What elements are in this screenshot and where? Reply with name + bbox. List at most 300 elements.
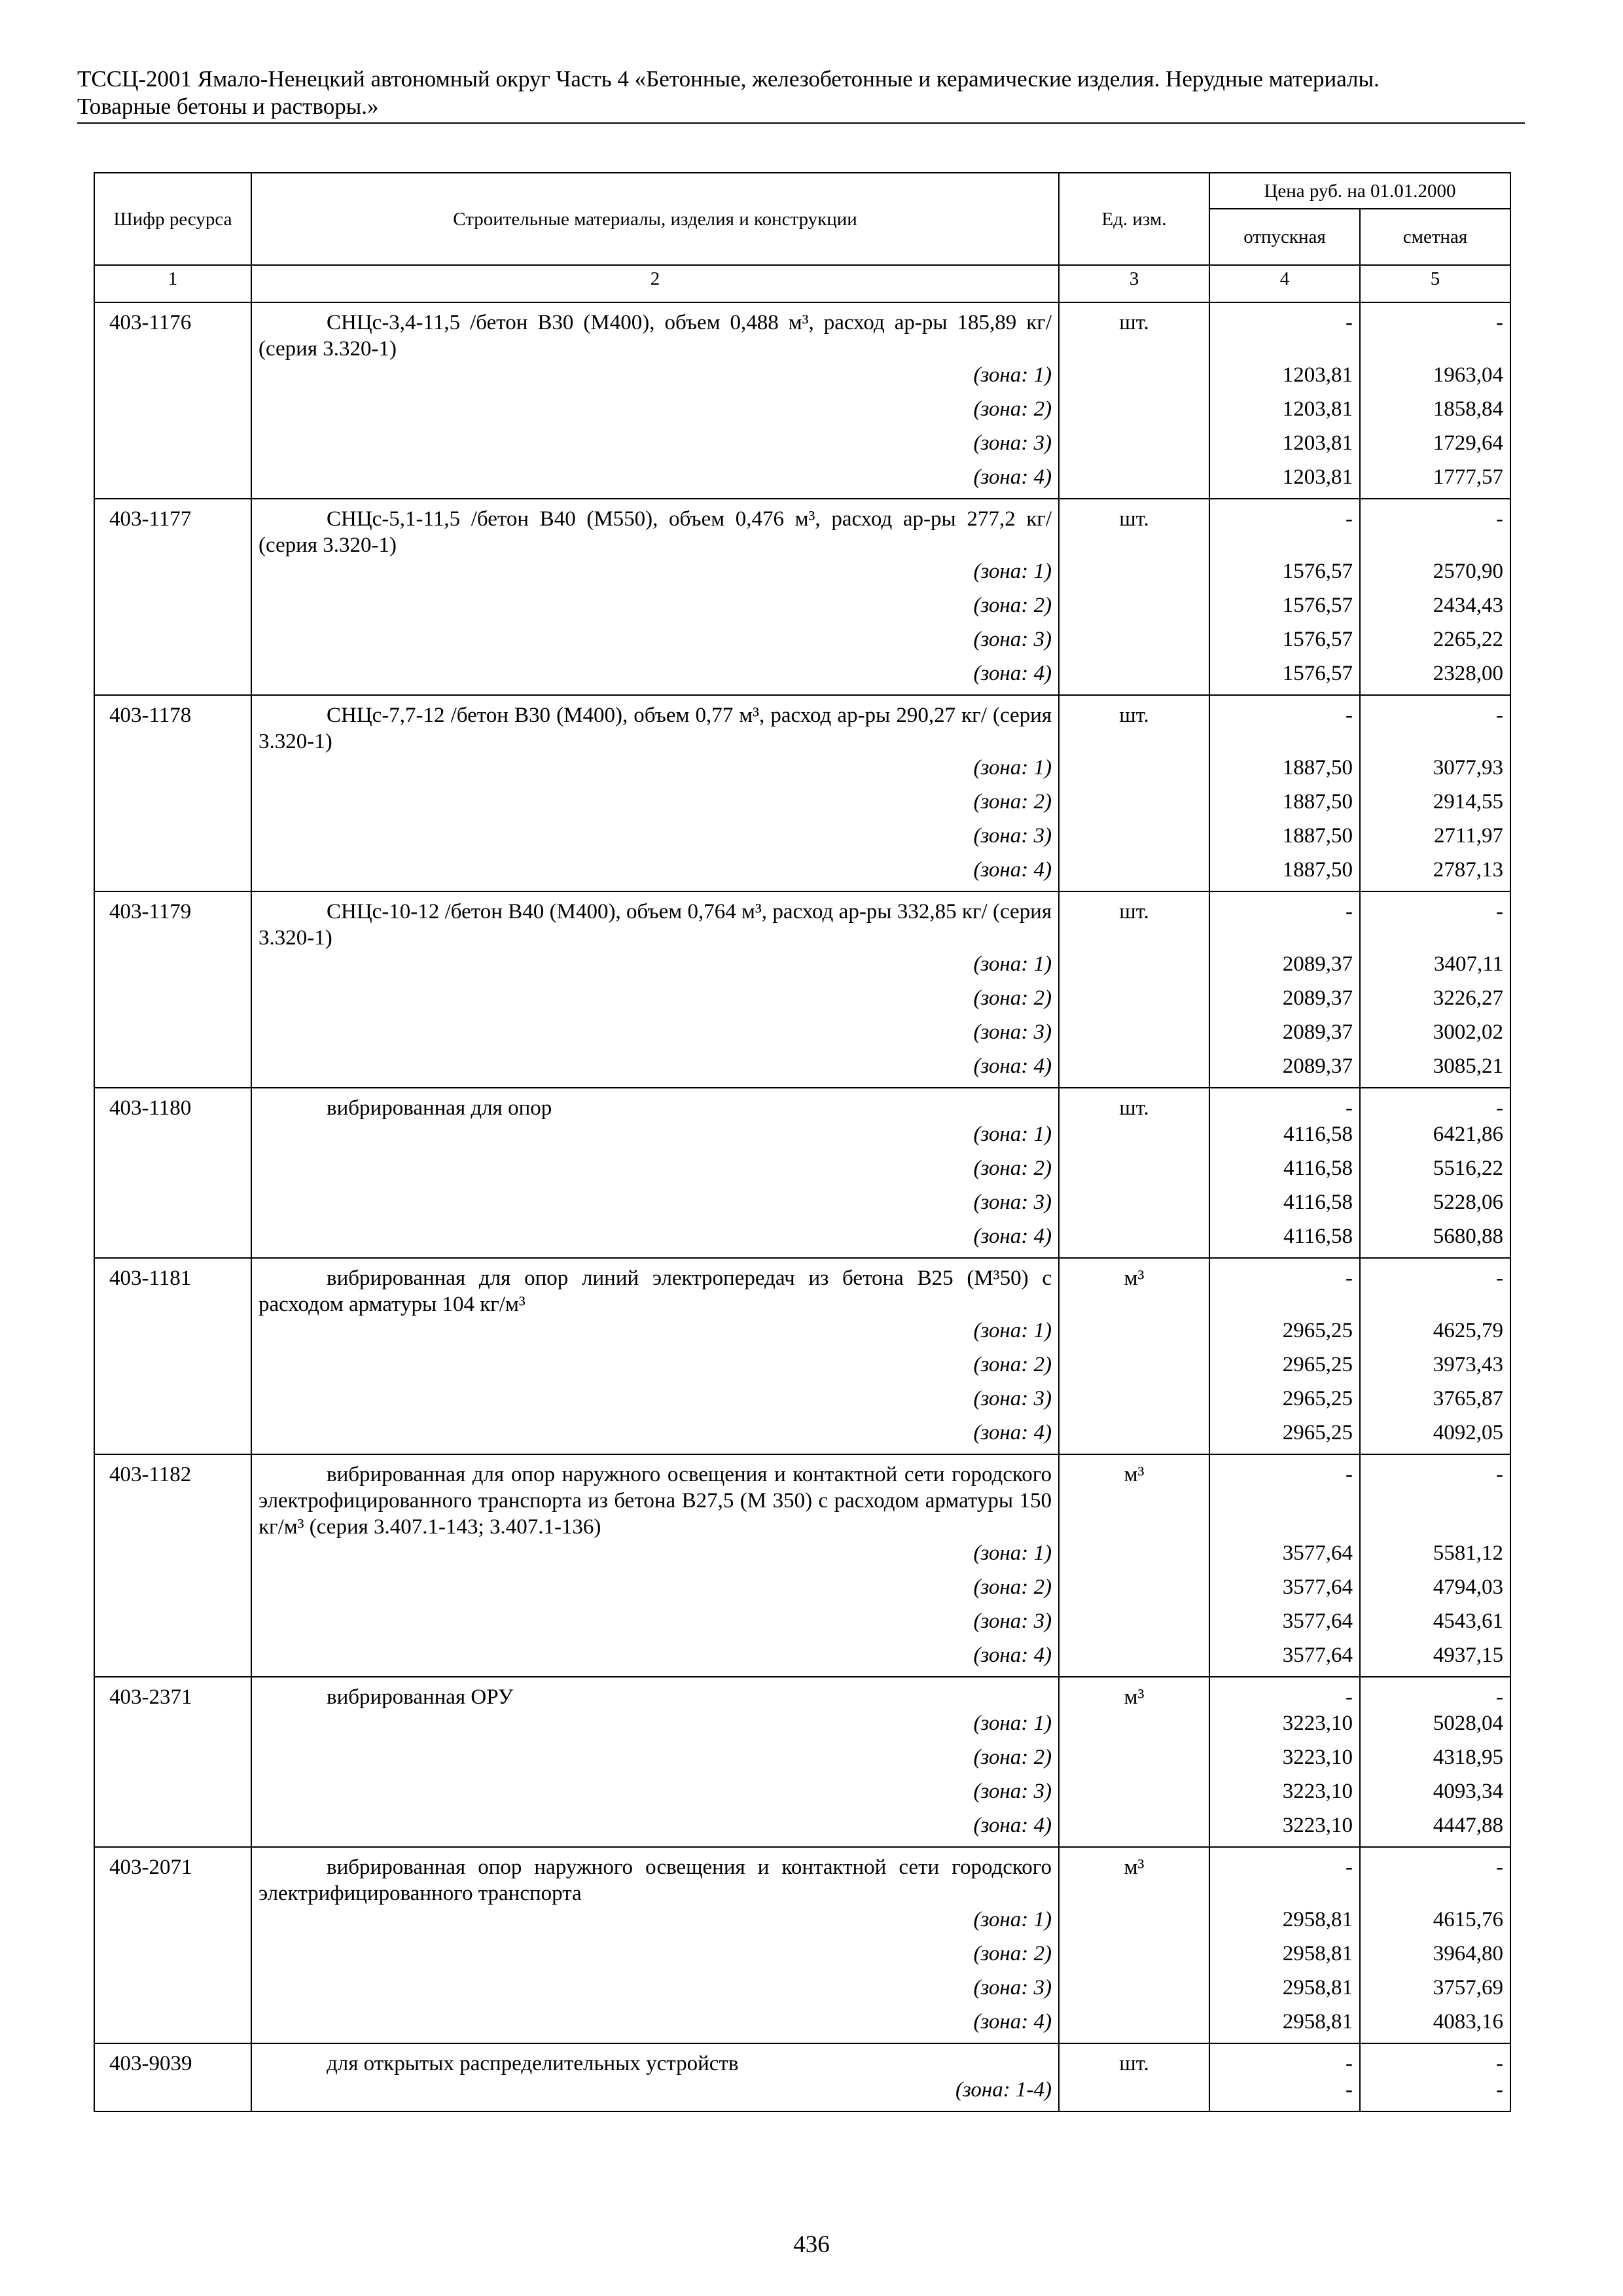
zone-unit-cell xyxy=(1059,951,1209,985)
zone-estimate-price: 3757,69 xyxy=(1360,1975,1510,2009)
unit-of-measure: м³ xyxy=(1059,1454,1209,1540)
zone-code-cell xyxy=(94,857,251,891)
zone-unit-cell xyxy=(1059,660,1209,695)
zone-release-price: 2089,37 xyxy=(1209,951,1360,985)
zone-code-cell xyxy=(94,1386,251,1420)
table-row xyxy=(94,499,1510,558)
zone-unit-cell xyxy=(1059,362,1209,396)
price-table xyxy=(94,172,1511,2112)
unit-of-measure: шт. xyxy=(1059,499,1209,558)
zone-row xyxy=(94,1540,1510,1574)
zone-release-price: 1203,81 xyxy=(1209,396,1360,430)
resource-code: 403-1177 xyxy=(94,499,251,558)
zone-estimate-price: 3973,43 xyxy=(1360,1352,1510,1386)
zone-row xyxy=(94,1812,1510,1847)
zone-label: (зона: 3) xyxy=(251,1019,1059,1053)
zone-code-cell xyxy=(94,1352,251,1386)
zone-row xyxy=(94,1975,1510,2009)
zone-estimate-price: 4447,88 xyxy=(1360,1812,1510,1847)
zone-label: (зона: 4) xyxy=(251,660,1059,695)
zone-label: (зона: 2) xyxy=(251,1574,1059,1608)
zone-label: (зона: 1) xyxy=(251,1540,1059,1574)
zone-row xyxy=(94,2077,1510,2111)
zone-estimate-price: 5228,06 xyxy=(1360,1189,1510,1223)
zone-label: (зона: 4) xyxy=(251,1812,1059,1847)
zone-unit-cell xyxy=(1059,1540,1209,1574)
release-price: - xyxy=(1209,1677,1360,1710)
zone-label: (зона: 2) xyxy=(251,592,1059,626)
zone-code-cell xyxy=(94,1975,251,2009)
zone-code-cell xyxy=(94,1053,251,1088)
material-description: СНЦс-5,1-11,5 /бетон В40 (М550), объем 0,476 м³, расход ар-ры 277,2 кг/ (серия 3.320-1) xyxy=(251,499,1059,558)
zone-row xyxy=(94,592,1510,626)
zone-release-price: 3223,10 xyxy=(1209,1710,1360,1744)
zone-release-price: 4116,58 xyxy=(1209,1121,1360,1155)
zone-label: (зона: 2) xyxy=(251,1744,1059,1778)
zone-row xyxy=(94,1223,1510,1258)
zone-row xyxy=(94,362,1510,396)
zone-label: (зона: 3) xyxy=(251,823,1059,857)
estimate-price: - xyxy=(1360,1677,1510,1710)
table-row xyxy=(94,695,1510,755)
zone-unit-cell xyxy=(1059,789,1209,823)
material-description: вибрированная опор наружного освещения и контактной сети городского электрифицированного транспорта xyxy=(251,1847,1059,1907)
zone-label: (зона: 2) xyxy=(251,1155,1059,1189)
table-row xyxy=(94,1454,1510,1540)
zone-release-price: 1887,50 xyxy=(1209,823,1360,857)
zone-estimate-price: 4092,05 xyxy=(1360,1420,1510,1454)
zone-code-cell xyxy=(94,951,251,985)
unit-of-measure: шт. xyxy=(1059,1088,1209,1121)
zone-code-cell xyxy=(94,1710,251,1744)
zone-estimate-price: 1963,04 xyxy=(1360,362,1510,396)
zone-code-cell xyxy=(94,1223,251,1258)
zone-unit-cell xyxy=(1059,1223,1209,1258)
resource-code: 403-2371 xyxy=(94,1677,251,1710)
zone-estimate-price: 3964,80 xyxy=(1360,1941,1510,1975)
zone-row xyxy=(94,1155,1510,1189)
table-body xyxy=(94,302,1510,2111)
release-price: - xyxy=(1209,695,1360,755)
zone-unit-cell xyxy=(1059,1574,1209,1608)
zone-row xyxy=(94,1420,1510,1454)
estimate-price: - xyxy=(1360,1258,1510,1318)
zone-label: (зона: 1) xyxy=(251,1318,1059,1352)
zone-release-price: 1576,57 xyxy=(1209,558,1360,592)
zone-label: (зона: 4) xyxy=(251,857,1059,891)
estimate-price: - xyxy=(1360,1088,1510,1121)
resource-code: 403-1176 xyxy=(94,302,251,362)
zone-estimate-price: 4794,03 xyxy=(1360,1574,1510,1608)
zone-code-cell xyxy=(94,1189,251,1223)
zone-code-cell xyxy=(94,1019,251,1053)
zone-unit-cell xyxy=(1059,1189,1209,1223)
zone-label: (зона: 1) xyxy=(251,951,1059,985)
zone-row xyxy=(94,1386,1510,1420)
table-row xyxy=(94,1847,1510,1907)
zone-release-price: 1576,57 xyxy=(1209,660,1360,695)
zone-estimate-price: 2711,97 xyxy=(1360,823,1510,857)
zone-estimate-price: 4083,16 xyxy=(1360,2009,1510,2043)
zone-release-price: 2958,81 xyxy=(1209,2009,1360,2043)
zone-unit-cell xyxy=(1059,1019,1209,1053)
zone-release-price: 3223,10 xyxy=(1209,1744,1360,1778)
release-price: - xyxy=(1209,891,1360,951)
release-price: - xyxy=(1209,1258,1360,1318)
zone-code-cell xyxy=(94,1941,251,1975)
zone-code-cell xyxy=(94,1420,251,1454)
zone-release-price: 3577,64 xyxy=(1209,1608,1360,1642)
zone-unit-cell xyxy=(1059,1155,1209,1189)
release-price: - xyxy=(1209,302,1360,362)
zone-label: (зона: 4) xyxy=(251,1642,1059,1677)
zone-estimate-price: 3002,02 xyxy=(1360,1019,1510,1053)
zone-row xyxy=(94,1778,1510,1812)
zone-row xyxy=(94,1121,1510,1155)
material-description: вибрированная ОРУ xyxy=(251,1677,1059,1710)
zone-estimate-price: 2570,90 xyxy=(1360,558,1510,592)
zone-row xyxy=(94,626,1510,660)
zone-estimate-price: 4543,61 xyxy=(1360,1608,1510,1642)
material-description: вибрированная для опор линий электропередач из бетона В25 (М³50) с расходом арматуры 104 кг/м³ xyxy=(251,1258,1059,1318)
zone-release-price: 3223,10 xyxy=(1209,1812,1360,1847)
zone-code-cell xyxy=(94,464,251,499)
zone-release-price: 1576,57 xyxy=(1209,626,1360,660)
zone-release-price: 2965,25 xyxy=(1209,1318,1360,1352)
zone-row xyxy=(94,1941,1510,1975)
unit-of-measure: шт. xyxy=(1059,302,1209,362)
unit-of-measure: м³ xyxy=(1059,1258,1209,1318)
table-row xyxy=(94,891,1510,951)
table-row xyxy=(94,302,1510,362)
zone-unit-cell xyxy=(1059,1744,1209,1778)
zone-row xyxy=(94,1189,1510,1223)
zone-release-price: 4116,58 xyxy=(1209,1223,1360,1258)
col-header-unit: Ед. изм. xyxy=(1059,173,1209,265)
zone-unit-cell xyxy=(1059,464,1209,499)
zone-code-cell xyxy=(94,1812,251,1847)
zone-code-cell xyxy=(94,1907,251,1941)
material-description: для открытых распределительных устройств xyxy=(251,2043,1059,2077)
zone-release-price: 2965,25 xyxy=(1209,1420,1360,1454)
zone-row xyxy=(94,2009,1510,2043)
header-line-1: ТССЦ-2001 Ямало-Ненецкий автономный округ Часть 4 «Бетонные, железобетонные и керамические изделия. Нерудные материалы. xyxy=(77,66,1380,92)
zone-unit-cell xyxy=(1059,1941,1209,1975)
zone-estimate-price: 2265,22 xyxy=(1360,626,1510,660)
col-header-price-group: Цена руб. на 01.01.2000 xyxy=(1209,173,1510,209)
zone-estimate-price: 1729,64 xyxy=(1360,430,1510,464)
estimate-price: - xyxy=(1360,891,1510,951)
zone-row xyxy=(94,660,1510,695)
zone-release-price: 2958,81 xyxy=(1209,1975,1360,2009)
zone-row xyxy=(94,1019,1510,1053)
zone-code-cell xyxy=(94,1121,251,1155)
zone-estimate-price: 2328,00 xyxy=(1360,660,1510,695)
zone-estimate-price: 3765,87 xyxy=(1360,1386,1510,1420)
zone-release-price: 1203,81 xyxy=(1209,362,1360,396)
zone-unit-cell xyxy=(1059,1121,1209,1155)
zone-label: (зона: 1-4) xyxy=(251,2077,1059,2111)
zone-row xyxy=(94,823,1510,857)
zone-estimate-price: 2914,55 xyxy=(1360,789,1510,823)
zone-label: (зона: 4) xyxy=(251,1223,1059,1258)
material-description: СНЦс-7,7-12 /бетон В30 (М400), объем 0,77 м³, расход ар-ры 290,27 кг/ (серия 3.320-1) xyxy=(251,695,1059,755)
zone-label: (зона: 2) xyxy=(251,789,1059,823)
zone-unit-cell xyxy=(1059,1352,1209,1386)
page-number: 436 xyxy=(793,2231,830,2258)
zone-row xyxy=(94,464,1510,499)
col-header-name: Строительные материалы, изделия и конструкции xyxy=(251,173,1059,265)
zone-label: (зона: 3) xyxy=(251,430,1059,464)
zone-release-price: 2965,25 xyxy=(1209,1386,1360,1420)
zone-label: (зона: 2) xyxy=(251,396,1059,430)
resource-code: 403-1182 xyxy=(94,1454,251,1540)
zone-estimate-price: 5028,04 xyxy=(1360,1710,1510,1744)
zone-row xyxy=(94,1574,1510,1608)
zone-code-cell xyxy=(94,755,251,789)
zone-label: (зона: 1) xyxy=(251,1121,1059,1155)
zone-label: (зона: 3) xyxy=(251,1778,1059,1812)
zone-code-cell xyxy=(94,985,251,1019)
zone-row xyxy=(94,430,1510,464)
zone-code-cell xyxy=(94,1574,251,1608)
zone-release-price: 1576,57 xyxy=(1209,592,1360,626)
zone-row xyxy=(94,1710,1510,1744)
col-number: 2 xyxy=(251,265,1059,302)
zone-release-price: 3223,10 xyxy=(1209,1778,1360,1812)
zone-code-cell xyxy=(94,1318,251,1352)
zone-code-cell xyxy=(94,1642,251,1677)
zone-label: (зона: 4) xyxy=(251,464,1059,499)
zone-row xyxy=(94,985,1510,1019)
zone-code-cell xyxy=(94,1540,251,1574)
col-header-release: отпускная xyxy=(1209,209,1360,265)
material-description: СНЦс-10-12 /бетон В40 (М400), объем 0,764 м³, расход ар-ры 332,85 кг/ (серия 3.320-1) xyxy=(251,891,1059,951)
zone-estimate-price: 4318,95 xyxy=(1360,1744,1510,1778)
zone-estimate-price: - xyxy=(1360,2077,1510,2111)
estimate-price: - xyxy=(1360,695,1510,755)
zone-row xyxy=(94,1318,1510,1352)
estimate-price: - xyxy=(1360,499,1510,558)
zone-release-price: 2089,37 xyxy=(1209,1053,1360,1088)
zone-unit-cell xyxy=(1059,558,1209,592)
zone-release-price: 1887,50 xyxy=(1209,755,1360,789)
header-rule xyxy=(77,122,1525,124)
zone-release-price: 2958,81 xyxy=(1209,1907,1360,1941)
zone-row xyxy=(94,1907,1510,1941)
zone-label: (зона: 1) xyxy=(251,1710,1059,1744)
zone-estimate-price: 3407,11 xyxy=(1360,951,1510,985)
zone-release-price: 2089,37 xyxy=(1209,985,1360,1019)
resource-code: 403-9039 xyxy=(94,2043,251,2077)
estimate-price: - xyxy=(1360,302,1510,362)
zone-unit-cell xyxy=(1059,626,1209,660)
release-price: - xyxy=(1209,1088,1360,1121)
zone-row xyxy=(94,755,1510,789)
zone-unit-cell xyxy=(1059,1053,1209,1088)
unit-of-measure: шт. xyxy=(1059,2043,1209,2077)
resource-code: 403-1179 xyxy=(94,891,251,951)
zone-release-price: 2958,81 xyxy=(1209,1941,1360,1975)
zone-unit-cell xyxy=(1059,430,1209,464)
zone-label: (зона: 1) xyxy=(251,362,1059,396)
zone-release-price: 2965,25 xyxy=(1209,1352,1360,1386)
unit-of-measure: шт. xyxy=(1059,891,1209,951)
zone-row xyxy=(94,1352,1510,1386)
table-row xyxy=(94,1677,1510,1710)
zone-code-cell xyxy=(94,789,251,823)
estimate-price: - xyxy=(1360,1847,1510,1907)
zone-estimate-price: 4093,34 xyxy=(1360,1778,1510,1812)
release-price: - xyxy=(1209,1847,1360,1907)
resource-code: 403-1180 xyxy=(94,1088,251,1121)
zone-code-cell xyxy=(94,823,251,857)
resource-code: 403-1178 xyxy=(94,695,251,755)
zone-estimate-price: 2434,43 xyxy=(1360,592,1510,626)
zone-row xyxy=(94,1608,1510,1642)
zone-unit-cell xyxy=(1059,1642,1209,1677)
zone-unit-cell xyxy=(1059,823,1209,857)
zone-estimate-price: 3226,27 xyxy=(1360,985,1510,1019)
zone-row xyxy=(94,857,1510,891)
zone-unit-cell xyxy=(1059,1812,1209,1847)
zone-unit-cell xyxy=(1059,1907,1209,1941)
resource-code: 403-1181 xyxy=(94,1258,251,1318)
table-row xyxy=(94,2043,1510,2077)
unit-of-measure: шт. xyxy=(1059,695,1209,755)
zone-code-cell xyxy=(94,1778,251,1812)
header-line-2: Товарные бетоны и растворы.» xyxy=(77,94,379,119)
release-price: - xyxy=(1209,1454,1360,1540)
zone-unit-cell xyxy=(1059,985,1209,1019)
zone-code-cell xyxy=(94,1608,251,1642)
zone-estimate-price: 5516,22 xyxy=(1360,1155,1510,1189)
zone-label: (зона: 1) xyxy=(251,755,1059,789)
col-number: 1 xyxy=(94,265,251,302)
estimate-price: - xyxy=(1360,1454,1510,1540)
zone-unit-cell xyxy=(1059,1608,1209,1642)
zone-estimate-price: 1777,57 xyxy=(1360,464,1510,499)
zone-code-cell xyxy=(94,592,251,626)
zone-unit-cell xyxy=(1059,1318,1209,1352)
zone-release-price: 3577,64 xyxy=(1209,1574,1360,1608)
zone-unit-cell xyxy=(1059,857,1209,891)
zone-code-cell xyxy=(94,396,251,430)
col-number: 3 xyxy=(1059,265,1209,302)
zone-unit-cell xyxy=(1059,1420,1209,1454)
zone-label: (зона: 1) xyxy=(251,1907,1059,1941)
material-description: вибрированная для опор наружного освещения и контактной сети городского электрофицированного транспорта из бетона В27,5 (М 350) с расходом арматуры 150 кг/м³ (серия 3.407.1-143; 3.407.1-136) xyxy=(251,1454,1059,1540)
zone-unit-cell xyxy=(1059,2077,1209,2111)
zone-label: (зона: 2) xyxy=(251,1941,1059,1975)
zone-estimate-price: 6421,86 xyxy=(1360,1121,1510,1155)
zone-row xyxy=(94,558,1510,592)
unit-of-measure: м³ xyxy=(1059,1677,1209,1710)
zone-label: (зона: 3) xyxy=(251,1189,1059,1223)
zone-code-cell xyxy=(94,626,251,660)
zone-code-cell xyxy=(94,558,251,592)
zone-label: (зона: 2) xyxy=(251,985,1059,1019)
zone-release-price: 4116,58 xyxy=(1209,1189,1360,1223)
resource-code: 403-2071 xyxy=(94,1847,251,1907)
zone-estimate-price: 3085,21 xyxy=(1360,1053,1510,1088)
zone-label: (зона: 3) xyxy=(251,1975,1059,2009)
zone-unit-cell xyxy=(1059,755,1209,789)
zone-label: (зона: 2) xyxy=(251,1352,1059,1386)
zone-release-price: 1887,50 xyxy=(1209,789,1360,823)
zone-release-price: 1203,81 xyxy=(1209,430,1360,464)
zone-label: (зона: 4) xyxy=(251,2009,1059,2043)
zone-release-price: 3577,64 xyxy=(1209,1642,1360,1677)
zone-label: (зона: 3) xyxy=(251,1608,1059,1642)
zone-unit-cell xyxy=(1059,1710,1209,1744)
zone-unit-cell xyxy=(1059,2009,1209,2043)
zone-row xyxy=(94,789,1510,823)
zone-release-price: 1887,50 xyxy=(1209,857,1360,891)
zone-estimate-price: 3077,93 xyxy=(1360,755,1510,789)
material-description: СНЦс-3,4-11,5 /бетон В30 (М400), объем 0,488 м³, расход ар-ры 185,89 кг/ (серия 3.320-1) xyxy=(251,302,1059,362)
col-header-estimate: сметная xyxy=(1360,209,1510,265)
zone-code-cell xyxy=(94,660,251,695)
zone-estimate-price: 5680,88 xyxy=(1360,1223,1510,1258)
zone-release-price: 2089,37 xyxy=(1209,1019,1360,1053)
zone-code-cell xyxy=(94,1744,251,1778)
zone-code-cell xyxy=(94,362,251,396)
zone-label: (зона: 3) xyxy=(251,626,1059,660)
zone-estimate-price: 2787,13 xyxy=(1360,857,1510,891)
zone-estimate-price: 4937,15 xyxy=(1360,1642,1510,1677)
zone-unit-cell xyxy=(1059,1975,1209,2009)
zone-estimate-price: 1858,84 xyxy=(1360,396,1510,430)
zone-unit-cell xyxy=(1059,592,1209,626)
zone-code-cell xyxy=(94,1155,251,1189)
zone-label: (зона: 4) xyxy=(251,1053,1059,1088)
release-price: - xyxy=(1209,499,1360,558)
material-description: вибрированная для опор xyxy=(251,1088,1059,1121)
release-price: - xyxy=(1209,2043,1360,2077)
zone-unit-cell xyxy=(1059,396,1209,430)
col-number: 5 xyxy=(1360,265,1510,302)
zone-label: (зона: 1) xyxy=(251,558,1059,592)
zone-release-price: - xyxy=(1209,2077,1360,2111)
table-row xyxy=(94,1088,1510,1121)
zone-row xyxy=(94,396,1510,430)
estimate-price: - xyxy=(1360,2043,1510,2077)
unit-of-measure: м³ xyxy=(1059,1847,1209,1907)
table-row xyxy=(94,1258,1510,1318)
col-number: 4 xyxy=(1209,265,1360,302)
zone-release-price: 3577,64 xyxy=(1209,1540,1360,1574)
zone-estimate-price: 4615,76 xyxy=(1360,1907,1510,1941)
zone-row xyxy=(94,1744,1510,1778)
zone-unit-cell xyxy=(1059,1386,1209,1420)
running-header xyxy=(77,65,1524,120)
zone-release-price: 1203,81 xyxy=(1209,464,1360,499)
zone-row xyxy=(94,1642,1510,1677)
zone-label: (зона: 3) xyxy=(251,1386,1059,1420)
zone-label: (зона: 4) xyxy=(251,1420,1059,1454)
zone-code-cell xyxy=(94,2077,251,2111)
zone-estimate-price: 4625,79 xyxy=(1360,1318,1510,1352)
zone-row xyxy=(94,1053,1510,1088)
zone-estimate-price: 5581,12 xyxy=(1360,1540,1510,1574)
zone-code-cell xyxy=(94,2009,251,2043)
zone-row xyxy=(94,951,1510,985)
zone-code-cell xyxy=(94,430,251,464)
col-header-code: Шифр ресурса xyxy=(94,173,251,265)
zone-release-price: 4116,58 xyxy=(1209,1155,1360,1189)
zone-unit-cell xyxy=(1059,1778,1209,1812)
